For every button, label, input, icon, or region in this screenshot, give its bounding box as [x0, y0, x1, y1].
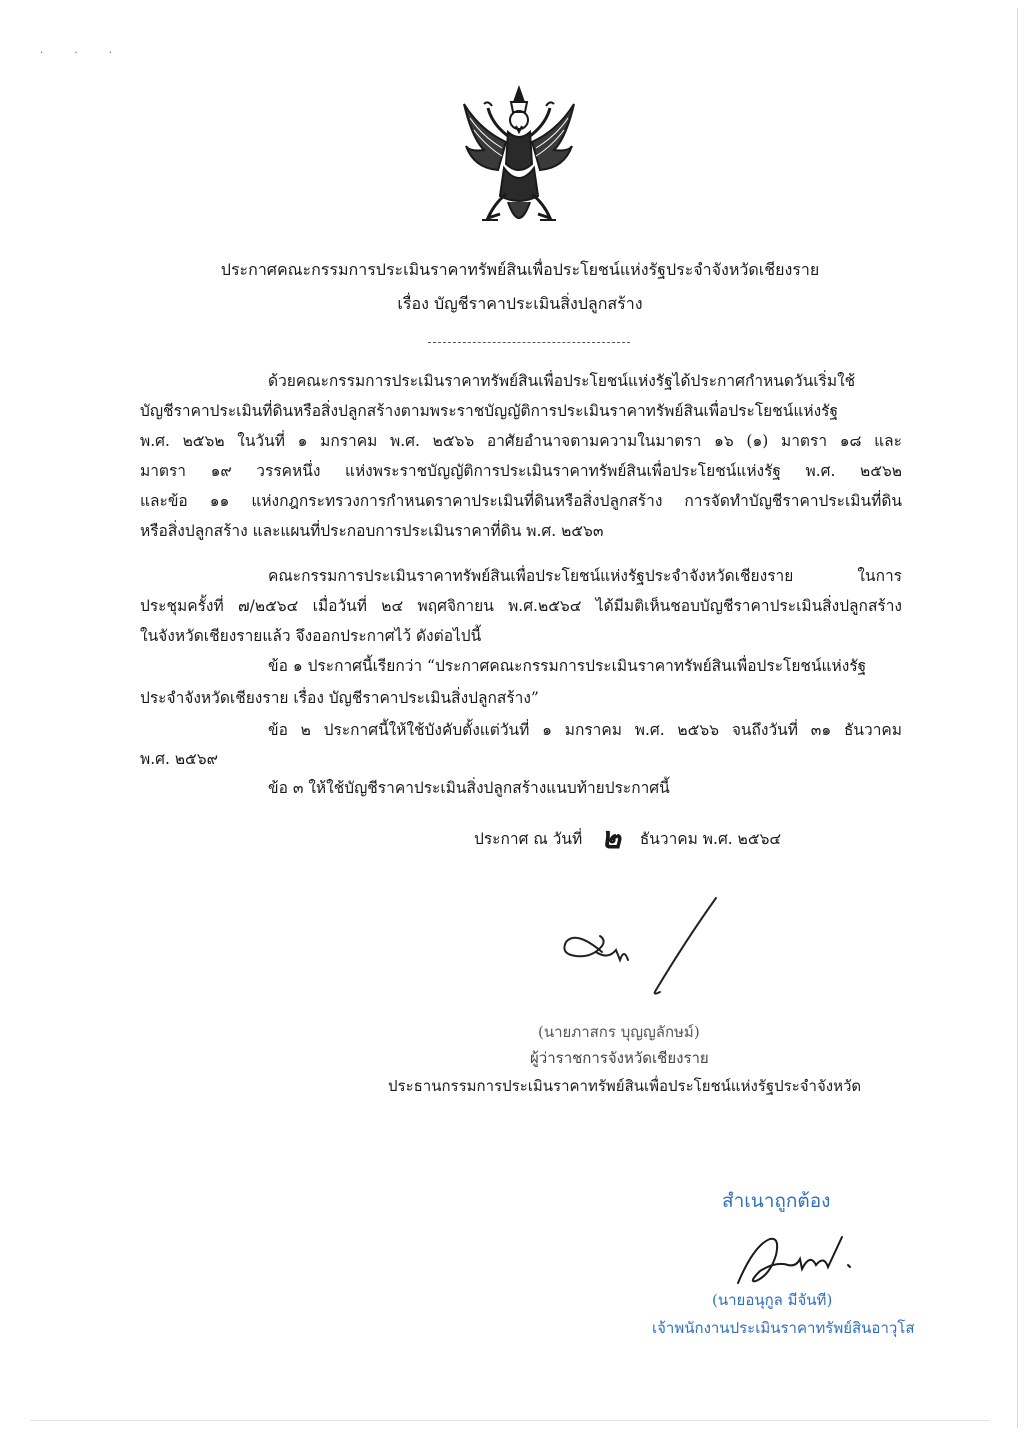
certifier-name: (นายอนุกูล มีจันที) [712, 1291, 833, 1309]
paragraph-line: ด้วยคณะกรรมการประเมินราคาทรัพย์สินเพื่อประโยชน์แห่งรัฐได้ประกาศกำหนดวันเริ่มใช้ [268, 372, 856, 390]
certifier-signature [730, 1225, 870, 1295]
paragraph-line: พ.ศ. ๒๕๖๒ ในวันที่ ๑ มกราคม พ.ศ. ๒๕๖๖ อาศัยอำนาจตามความในมาตรา ๑๖ (๑) มาตรา ๑๘ และ [140, 432, 902, 450]
certified-copy-stamp: สำเนาถูกต้อง [722, 1190, 831, 1212]
page-edge [1017, 8, 1018, 1428]
certifier-position: เจ้าพนักงานประเมินราคาทรัพย์สินอาวุโส [652, 1319, 915, 1337]
clause-2-line: ข้อ ๒ ประกาศนี้ให้ใช้บังคับตั้งแต่วันที่ ๑ มกราคม พ.ศ. ๒๕๖๖ จนถึงวันที่ ๓๑ ธันวาคม [268, 721, 902, 739]
scan-specks: · · · [40, 48, 126, 59]
preamble-paragraph [140, 366, 902, 546]
clause-1-line: ประจำจังหวัดเชียงราย เรื่อง บัญชีราคาประเมินสิ่งปลูกสร้าง” [140, 689, 539, 707]
governor-signature [556, 890, 726, 1000]
paragraph-line: ในจังหวัดเชียงรายแล้ว จึงออกประกาศไว้ ดังต่อไปนี้ [140, 627, 482, 645]
paragraph-line: คณะกรรมการประเมินราคาทรัพย์สินเพื่อประโยชน์แห่งรัฐประจำจังหวัดเชียงราย ในการ [268, 567, 902, 585]
signatory-role: ประธานกรรมการประเมินราคาทรัพย์สินเพื่อประโยชน์แห่งรัฐประจำจังหวัด [388, 1077, 862, 1095]
signatory-name: (นายภาสกร บุญญลักษม์) [538, 1023, 700, 1041]
date-day: ๒ [601, 821, 621, 856]
date-prefix: ประกาศ ณ วันที่ [474, 830, 583, 848]
garuda-emblem-icon [458, 84, 580, 234]
title-divider [428, 342, 630, 343]
resolution-paragraph [140, 561, 902, 651]
announcement-date [474, 821, 782, 856]
date-month-year: ธันวาคม พ.ศ. ๒๕๖๔ [639, 830, 782, 848]
announcement-title: ประกาศคณะกรรมการประเมินราคาทรัพย์สินเพื่อประโยชน์แห่งรัฐประจำจังหวัดเชียงราย [220, 260, 820, 279]
signatory-position: ผู้ว่าราชการจังหวัดเชียงราย [530, 1049, 709, 1067]
paragraph-line: บัญชีราคาประเมินที่ดินหรือสิ่งปลูกสร้างตามพระราชบัญญัติการประเมินราคาทรัพย์สินเพื่อประโยชน์แห่งรัฐ [140, 402, 839, 420]
paragraph-line: หรือสิ่งปลูกสร้าง และแผนที่ประกอบการประเมินราคาที่ดิน พ.ศ. ๒๕๖๓ [140, 522, 604, 540]
page-edge [30, 1420, 990, 1421]
clause-1-line: ข้อ ๑ ประกาศนี้เรียกว่า “ประกาศคณะกรรมการประเมินราคาทรัพย์สินเพื่อประโยชน์แห่งรัฐ [268, 657, 867, 675]
paragraph-line: มาตรา ๑๙ วรรคหนึ่ง แห่งพระราชบัญญัติการประเมินราคาทรัพย์สินเพื่อประโยชน์แห่งรัฐ พ.ศ. ๒๕๖๒ [140, 462, 902, 480]
clause-2-line: พ.ศ. ๒๕๖๙ [140, 750, 218, 768]
announcement-subject: เรื่อง บัญชีราคาประเมินสิ่งปลูกสร้าง [397, 294, 643, 313]
paragraph-line: ประชุมครั้งที่ ๗/๒๕๖๔ เมื่อวันที่ ๒๔ พฤศจิกายน พ.ศ.๒๕๖๔ ได้มีมติเห็นชอบบัญชีราคาประเมินสิ่งปลูกสร้าง [140, 597, 902, 615]
clause-3: ข้อ ๓ ให้ใช้บัญชีราคาประเมินสิ่งปลูกสร้างแนบท้ายประกาศนี้ [268, 779, 670, 797]
paragraph-line: และข้อ ๑๑ แห่งกฎกระทรวงการกำหนดราคาประเมินที่ดินหรือสิ่งปลูกสร้าง การจัดทำบัญชีราคาประเมินที่ดิน [140, 492, 902, 510]
